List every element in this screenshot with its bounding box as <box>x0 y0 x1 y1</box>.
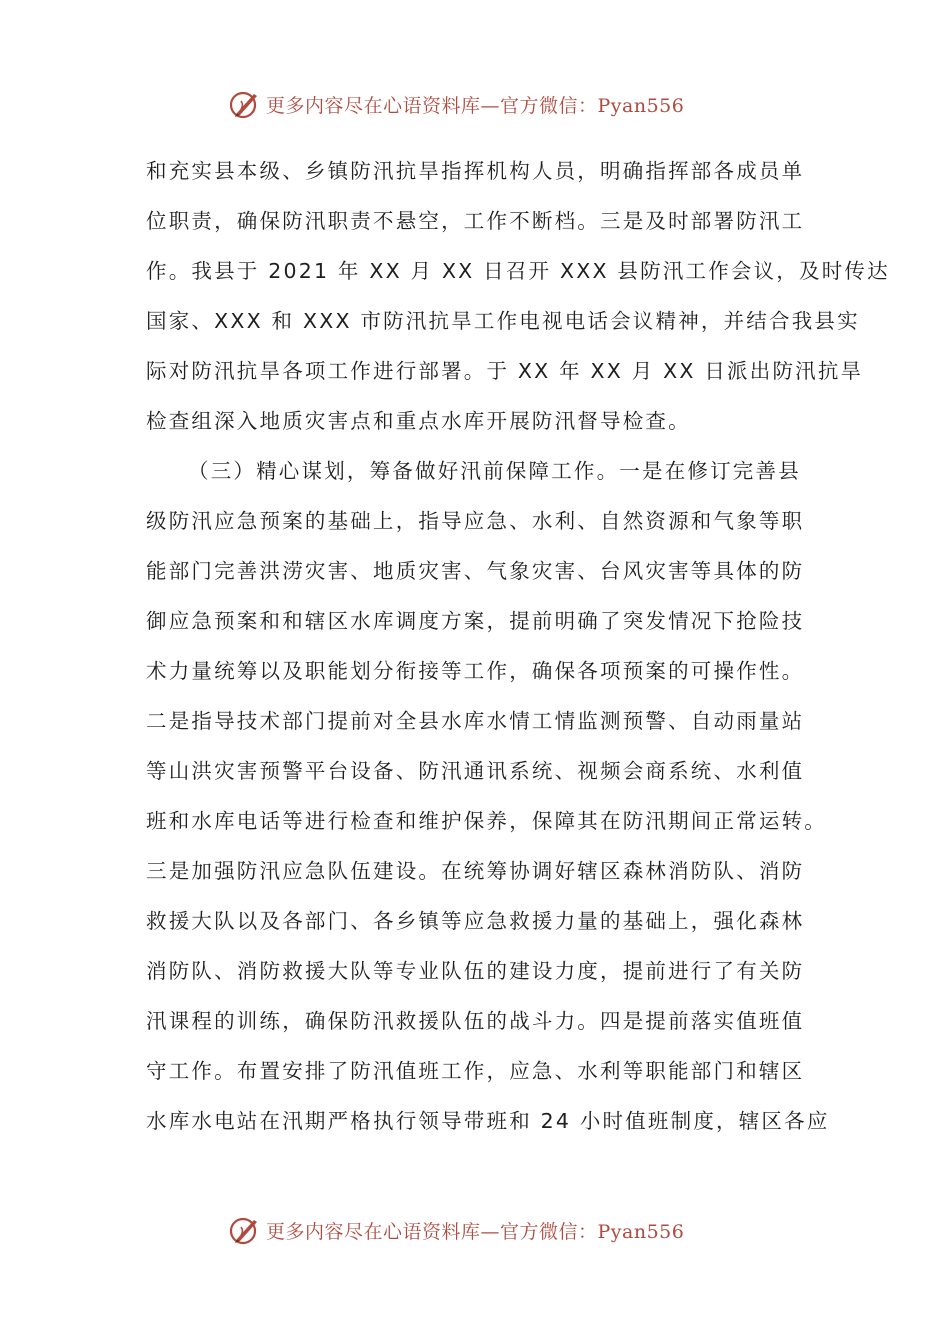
body-line: 术力量统筹以及职能划分衔接等工作，确保各项预案的可操作性。 <box>146 659 805 683</box>
body-line: 检查组深入地质灾害点和重点水库开展防汛督导检查。 <box>146 409 691 433</box>
pen-in-circle-icon <box>228 87 262 121</box>
body-line: 三是加强防汛应急队伍建设。在统筹协调好辖区森林消防队、消防 <box>146 859 805 883</box>
header-banner-text: 更多内容尽在心语资料库—官方微信：Pyan556 <box>266 94 685 117</box>
paragraph-heading-line: （三）精心谋划，筹备做好汛前保障工作。一是在修订完善县 <box>188 459 801 483</box>
header-banner <box>228 84 788 124</box>
body-line: 际对防汛抗旱各项工作进行部署。于 XX 年 XX 月 XX 日派出防汛抗旱 <box>146 359 864 383</box>
pen-in-circle-icon <box>228 1213 262 1247</box>
body-line: 作。我县于 2021 年 XX 月 XX 日召开 XXX 县防汛工作会议，及时传达 <box>146 259 890 283</box>
body-line: 班和水库电话等进行检查和维护保养，保障其在防汛期间正常运转。 <box>146 809 827 833</box>
footer-banner <box>228 1210 788 1250</box>
document-body <box>146 146 890 1146</box>
body-line: 能部门完善洪涝灾害、地质灾害、气象灾害、台风灾害等具体的防 <box>146 559 805 583</box>
footer-banner-text: 更多内容尽在心语资料库—官方微信：Pyan556 <box>266 1220 685 1243</box>
body-line: 御应急预案和和辖区水库调度方案，提前明确了突发情况下抢险技 <box>146 609 805 633</box>
body-line: 守工作。布置安排了防汛值班工作，应急、水利等职能部门和辖区 <box>146 1059 805 1083</box>
body-line: 级防汛应急预案的基础上，指导应急、水利、自然资源和气象等职 <box>146 509 805 533</box>
body-line: 消防队、消防救援大队等专业队伍的建设力度，提前进行了有关防 <box>146 959 805 983</box>
body-line: 等山洪灾害预警平台设备、防汛通讯系统、视频会商系统、水利值 <box>146 759 805 783</box>
body-line: 二是指导技术部门提前对全县水库水情工情监测预警、自动雨量站 <box>146 709 805 733</box>
body-line: 和充实县本级、乡镇防汛抗旱指挥机构人员，明确指挥部各成员单 <box>146 159 805 183</box>
body-line: 汛课程的训练，确保防汛救援队伍的战斗力。四是提前落实值班值 <box>146 1009 805 1033</box>
body-line: 救援大队以及各部门、各乡镇等应急救援力量的基础上，强化森林 <box>146 909 805 933</box>
body-line: 位职责，确保防汛职责不悬空，工作不断档。三是及时部署防汛工 <box>146 209 805 233</box>
body-line: 国家、XXX 和 XXX 市防汛抗旱工作电视电话会议精神，并结合我县实 <box>146 309 860 333</box>
body-line: 水库水电站在汛期严格执行领导带班和 24 小时值班制度，辖区各应 <box>146 1109 830 1133</box>
